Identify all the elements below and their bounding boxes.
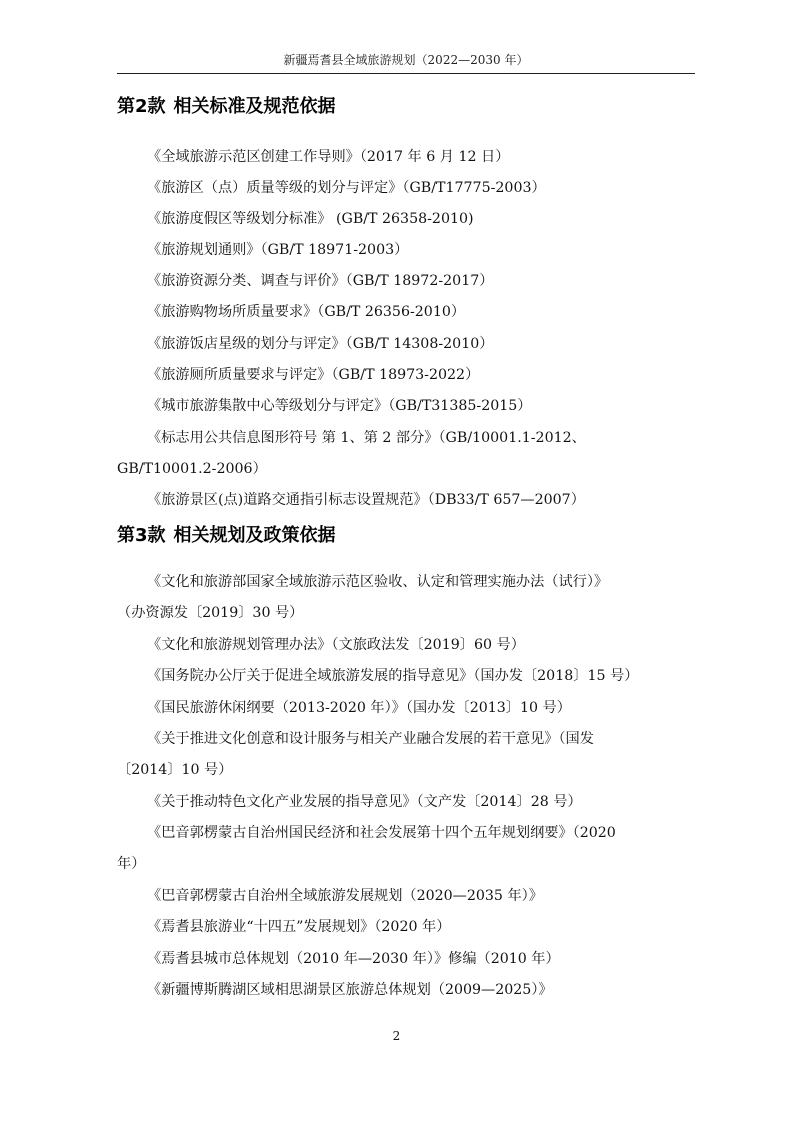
section-title: 相关规划及政策依据	[173, 525, 336, 546]
reference-item: 《巴音郭楞蒙古自治州国民经济和社会发展第十四个五年规划纲要》（2020	[147, 825, 616, 841]
section-heading-policies	[117, 524, 336, 548]
page-number: 2	[392, 1029, 401, 1043]
reference-item: 《旅游资源分类、调查与评价》（GB/T 18972-2017）	[147, 273, 494, 289]
reference-item: 《焉耆县旅游业“十四五”发展规划》（2020 年）	[147, 919, 451, 935]
reference-item-continuation: GB/T10001.2-2006）	[117, 461, 267, 477]
reference-item: 《旅游厕所质量要求与评定》（GB/T 18973-2022）	[147, 367, 480, 383]
header-rule	[117, 73, 695, 74]
reference-item: 《旅游度假区等级划分标准》 (GB/T 26358-2010)	[147, 211, 474, 227]
running-header: 新疆焉耆县全域旅游规划（2022—2030 年）	[283, 53, 529, 67]
reference-item: 《关于推进文化创意和设计服务与相关产业融合发展的若干意见》（国发	[147, 731, 594, 747]
reference-item: 《关于推动特色文化产业发展的指导意见》（文产发〔2014〕28 号）	[147, 794, 582, 810]
reference-item: 《焉耆县城市总体规划（2010 年—2030 年）》修编（2010 年）	[147, 951, 560, 967]
reference-item: 《全域旅游示范区创建工作导则》（2017 年 6 月 12 日）	[147, 149, 510, 165]
section-heading-standards	[117, 95, 336, 119]
reference-item: 《城市旅游集散中心等级划分与评定》（GB/T31385-2015）	[147, 398, 532, 414]
reference-item-continuation: 〔2014〕10 号）	[117, 762, 233, 778]
reference-item: 《旅游区（点）质量等级的划分与评定》（GB/T17775-2003）	[147, 180, 546, 196]
reference-item: 《旅游购物场所质量要求》（GB/T 26356-2010）	[147, 304, 466, 320]
reference-item: 《旅游景区(点)道路交通指引标志设置规范》（DB33/T 657—2007）	[147, 492, 585, 508]
reference-item: 《巴音郭楞蒙古自治州全域旅游发展规划（2020—2035 年）》	[147, 888, 543, 904]
section-number: 第3款	[117, 525, 166, 546]
reference-item: 《文化和旅游规划管理办法》（文旅政法发〔2019〕60 号）	[147, 637, 525, 653]
reference-item: 《旅游规划通则》（GB/T 18971-2003）	[147, 242, 409, 258]
reference-item: 《国务院办公厅关于促进全域旅游发展的指导意见》（国办发〔2018〕15 号）	[147, 668, 639, 684]
reference-item: 《标志用公共信息图形符号 第 1、第 2 部分》（GB/10001.1-2012、	[147, 430, 586, 446]
reference-item-continuation: 年）	[117, 856, 146, 872]
reference-item: 《旅游饭店星级的划分与评定》（GB/T 14308-2010）	[147, 336, 494, 352]
reference-item: 《国民旅游休闲纲要（2013-2020 年）》（国办发〔2013〕10 号）	[147, 700, 571, 716]
reference-item: 《新疆博斯腾湖区域相思湖景区旅游总体规划（2009—2025）》	[147, 982, 553, 998]
section-title: 相关标准及规范依据	[173, 96, 336, 117]
reference-item: 《文化和旅游部国家全域旅游示范区验收、认定和管理实施办法（试行）》	[147, 574, 609, 590]
section-number: 第2款	[117, 96, 166, 117]
reference-item-continuation: （办资源发〔2019〕30 号）	[117, 605, 304, 621]
